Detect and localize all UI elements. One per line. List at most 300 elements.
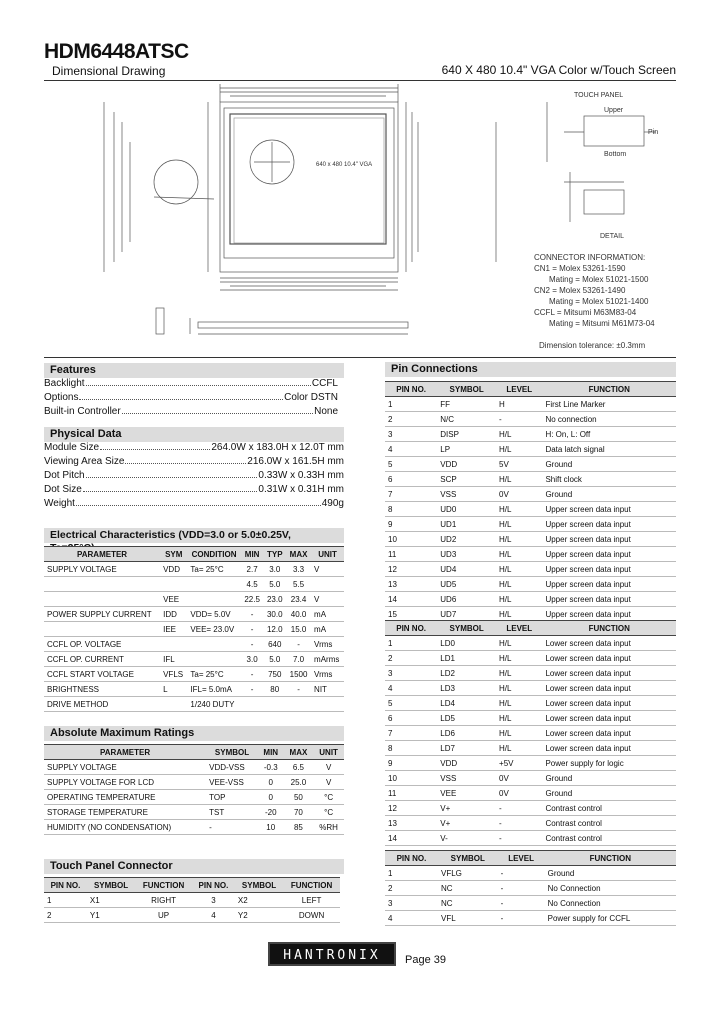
- table-cell: H/L: [496, 592, 542, 607]
- table-cell: IFL: [160, 652, 187, 667]
- table-row: [385, 911, 676, 926]
- table-cell: 0V: [496, 771, 542, 786]
- column-header: UNIT: [311, 547, 344, 562]
- table-cell: Upper screen data input: [542, 532, 676, 547]
- table-cell: V-: [437, 831, 496, 846]
- table-cell: X1: [87, 893, 135, 908]
- table-row: [385, 487, 676, 502]
- touch-table: [44, 877, 340, 923]
- column-header: PARAMETER: [44, 547, 160, 562]
- table-cell: Upper screen data input: [542, 502, 676, 517]
- table-cell: Lower screen data input: [542, 711, 676, 726]
- table-cell: VEE= 23.0V: [187, 622, 240, 637]
- table-cell: [311, 577, 344, 592]
- table-cell: 12: [385, 801, 437, 816]
- table-cell: Contrast control: [542, 831, 676, 846]
- pin-table-cn2: [385, 620, 676, 846]
- table-cell: 3.0: [263, 562, 286, 577]
- table-cell: 7: [385, 726, 437, 741]
- table-cell: -0.3: [258, 760, 284, 775]
- table-cell: UD3: [437, 547, 496, 562]
- table-cell: NIT: [311, 682, 344, 697]
- table-row: [385, 517, 676, 532]
- table-row: [385, 577, 676, 592]
- table-cell: -: [241, 622, 264, 637]
- table-cell: -: [241, 682, 264, 697]
- side-view: [198, 322, 408, 328]
- table-cell: +5V: [496, 756, 542, 771]
- column-header: MAX: [284, 745, 314, 760]
- table-cell: H/L: [496, 442, 542, 457]
- display-label: 640 x 480 10.4" VGA: [316, 162, 373, 168]
- table-cell: LD0: [437, 636, 496, 651]
- table-cell: [241, 697, 264, 712]
- table-cell: 4: [192, 908, 235, 923]
- table-cell: Lower screen data input: [542, 681, 676, 696]
- table-cell: [286, 697, 311, 712]
- table-row: [385, 696, 676, 711]
- table-cell: VEE-VSS: [206, 775, 258, 790]
- table-cell: 13: [385, 577, 437, 592]
- table-cell: V+: [437, 816, 496, 831]
- table-cell: VDD: [437, 457, 496, 472]
- table-cell: Lower screen data input: [542, 666, 676, 681]
- table-cell: -: [496, 801, 542, 816]
- table-cell: NC: [438, 881, 498, 896]
- table-cell: [311, 697, 344, 712]
- table-cell: IDD: [160, 607, 187, 622]
- table-cell: [44, 592, 160, 607]
- electrical-table: [44, 546, 344, 712]
- table-cell: Lower screen data input: [542, 696, 676, 711]
- table-header-row: [385, 382, 676, 397]
- table-cell: UD0: [437, 502, 496, 517]
- table-cell: 10: [385, 532, 437, 547]
- table-cell: 5.5: [286, 577, 311, 592]
- column-header: SYM: [160, 547, 187, 562]
- table-cell: POWER SUPPLY CURRENT: [44, 607, 160, 622]
- table-cell: 2: [385, 412, 437, 427]
- table-cell: UD4: [437, 562, 496, 577]
- table-row: [385, 756, 676, 771]
- table-cell: 6: [385, 711, 437, 726]
- table-cell: SUPPLY VOLTAGE: [44, 760, 206, 775]
- table-row: [385, 801, 676, 816]
- table-cell: Vrms: [311, 637, 344, 652]
- table-cell: 14: [385, 831, 437, 846]
- table-cell: UD5: [437, 577, 496, 592]
- table-cell: VDD: [160, 562, 187, 577]
- table-cell: NC: [438, 896, 498, 911]
- drawing-rule: [44, 357, 676, 358]
- table-cell: VSS: [437, 487, 496, 502]
- table-cell: V: [311, 562, 344, 577]
- table-cell: 4: [385, 911, 438, 926]
- table-cell: 12.0: [263, 622, 286, 637]
- table-cell: DOWN: [283, 908, 340, 923]
- table-row: [385, 726, 676, 741]
- table-cell: BRIGHTNESS: [44, 682, 160, 697]
- table-cell: 9: [385, 517, 437, 532]
- bottom-label: Bottom: [604, 151, 627, 158]
- table-cell: mArms: [311, 652, 344, 667]
- table-cell: SUPPLY VOLTAGE: [44, 562, 160, 577]
- table-cell: Lower screen data input: [542, 741, 676, 756]
- table-cell: -: [241, 637, 264, 652]
- table-cell: H/L: [496, 427, 542, 442]
- column-header: FUNCTION: [135, 878, 192, 893]
- table-cell: H/L: [496, 666, 542, 681]
- table-row: [385, 741, 676, 756]
- connector-info-title: CONNECTOR INFORMATION:: [534, 253, 646, 262]
- table-row: [385, 666, 676, 681]
- table-cell: VFL: [438, 911, 498, 926]
- column-header: FUNCTION: [545, 851, 676, 866]
- table-cell: FF: [437, 397, 496, 412]
- touch-panel-label: TOUCH PANEL: [574, 92, 624, 99]
- table-cell: LD7: [437, 741, 496, 756]
- table-row: [44, 790, 344, 805]
- table-cell: 15: [385, 607, 437, 622]
- pin-label: Pin: [648, 129, 659, 136]
- touch-panel-detail: [584, 116, 644, 146]
- table-cell: 1/240 DUTY: [187, 697, 240, 712]
- table-cell: 14: [385, 592, 437, 607]
- pins-heading: Pin Connections: [385, 362, 676, 377]
- table-row: [385, 562, 676, 577]
- touch-heading: Touch Panel Connector: [44, 859, 344, 874]
- table-cell: No Connection: [545, 896, 676, 911]
- connector-info-line: CN2 = Molex 53261-1490: [534, 286, 626, 295]
- column-header: UNIT: [313, 745, 344, 760]
- table-cell: [187, 637, 240, 652]
- table-cell: LD2: [437, 666, 496, 681]
- table-cell: Ta= 25°C: [187, 667, 240, 682]
- table-cell: 23.4: [286, 592, 311, 607]
- page-title: HDM6448ATSC: [44, 40, 189, 63]
- table-cell: 80: [263, 682, 286, 697]
- column-header: SYMBOL: [438, 851, 498, 866]
- column-header: FUNCTION: [542, 382, 676, 397]
- column-header: FUNCTION: [542, 621, 676, 636]
- column-header: PARAMETER: [44, 745, 206, 760]
- table-cell: 10: [258, 820, 284, 835]
- table-row: [44, 637, 344, 652]
- column-header: SYMBOL: [87, 878, 135, 893]
- table-row: [44, 667, 344, 682]
- table-cell: H/L: [496, 696, 542, 711]
- table-cell: Y2: [235, 908, 283, 923]
- table-cell: 5.0: [263, 652, 286, 667]
- hantronix-logo: HANTRONIX: [268, 942, 396, 966]
- table-cell: N/C: [437, 412, 496, 427]
- module-outline: [220, 102, 398, 272]
- table-cell: Ta= 25°C: [187, 562, 240, 577]
- table-cell: 40.0: [286, 607, 311, 622]
- table-cell: -: [496, 412, 542, 427]
- table-header-row: [44, 745, 344, 760]
- table-cell: VSS: [437, 771, 496, 786]
- table-cell: HUMIDITY (NO CONDENSATION): [44, 820, 206, 835]
- table-row: [44, 592, 344, 607]
- connector-info-line: CCFL = Mitsumi M63M83-04: [534, 308, 637, 317]
- table-cell: 10: [385, 771, 437, 786]
- table-cell: -: [286, 637, 311, 652]
- physical-row: Dot Pitch 0.33W x 0.33H mm: [44, 470, 344, 481]
- column-header: FUNCTION: [283, 878, 340, 893]
- table-cell: H/L: [496, 651, 542, 666]
- table-cell: UD2: [437, 532, 496, 547]
- table-cell: Contrast control: [542, 816, 676, 831]
- table-cell: Upper screen data input: [542, 577, 676, 592]
- table-cell: VFLS: [160, 667, 187, 682]
- table-row: [385, 457, 676, 472]
- table-cell: -: [498, 866, 545, 881]
- feature-row: Options Color DSTN: [44, 392, 338, 403]
- table-cell: 13: [385, 816, 437, 831]
- table-cell: No Connection: [545, 881, 676, 896]
- connector-info-line: Mating = Molex 51021-1400: [549, 297, 649, 306]
- table-cell: TOP: [206, 790, 258, 805]
- table-cell: %RH: [313, 820, 344, 835]
- table-cell: 1: [385, 397, 437, 412]
- table-cell: H/L: [496, 532, 542, 547]
- table-cell: -: [286, 682, 311, 697]
- table-cell: Upper screen data input: [542, 547, 676, 562]
- physical-row: Weight 490g: [44, 498, 344, 509]
- connector-info-line: CN1 = Molex 53261-1590: [534, 264, 626, 273]
- table-row: [44, 577, 344, 592]
- table-row: [44, 893, 340, 908]
- table-cell: V: [313, 760, 344, 775]
- table-cell: -: [241, 607, 264, 622]
- table-cell: 85: [284, 820, 314, 835]
- table-cell: DRIVE METHOD: [44, 697, 160, 712]
- pin-table-ccfl: [385, 850, 676, 926]
- table-row: [385, 412, 676, 427]
- table-cell: 1500: [286, 667, 311, 682]
- table-cell: 30.0: [263, 607, 286, 622]
- connector-info-line: Mating = Mitsumi M61M73-04: [549, 319, 655, 328]
- table-cell: VFLG: [438, 866, 498, 881]
- column-header: PIN NO.: [192, 878, 235, 893]
- table-cell: -: [206, 820, 258, 835]
- table-cell: -: [498, 896, 545, 911]
- table-cell: 1: [385, 866, 438, 881]
- table-row: [385, 831, 676, 846]
- pin-table-cn1: [385, 381, 676, 622]
- table-row: [385, 636, 676, 651]
- table-row: [44, 622, 344, 637]
- physical-row: Dot Size 0.31W x 0.31H mm: [44, 484, 344, 495]
- table-row: [385, 866, 676, 881]
- physical-heading: Physical Data: [44, 427, 344, 442]
- table-cell: X2: [235, 893, 283, 908]
- table-cell: 11: [385, 547, 437, 562]
- table-row: [385, 532, 676, 547]
- table-cell: [187, 592, 240, 607]
- table-header-row: [385, 851, 676, 866]
- table-cell: LD3: [437, 681, 496, 696]
- table-cell: UD6: [437, 592, 496, 607]
- column-header: PIN NO.: [385, 851, 438, 866]
- table-cell: LD1: [437, 651, 496, 666]
- features-heading: Features: [44, 363, 344, 378]
- table-cell: CCFL OP. VOLTAGE: [44, 637, 160, 652]
- table-cell: [160, 577, 187, 592]
- table-cell: CCFL OP. CURRENT: [44, 652, 160, 667]
- table-cell: H: [496, 397, 542, 412]
- table-cell: UD1: [437, 517, 496, 532]
- table-row: [385, 881, 676, 896]
- table-cell: Ground: [542, 487, 676, 502]
- column-header: TYP: [263, 547, 286, 562]
- table-cell: °C: [313, 790, 344, 805]
- table-cell: [187, 652, 240, 667]
- table-cell: DISP: [437, 427, 496, 442]
- table-cell: Ground: [542, 786, 676, 801]
- table-cell: 0: [258, 790, 284, 805]
- table-row: [385, 547, 676, 562]
- table-cell: 2.7: [241, 562, 264, 577]
- table-cell: V: [311, 592, 344, 607]
- table-cell: 4.5: [241, 577, 264, 592]
- table-cell: UP: [135, 908, 192, 923]
- feature-row: Built-in Controller None: [44, 406, 338, 417]
- upper-label: Upper: [604, 107, 624, 114]
- column-header: LEVEL: [496, 621, 542, 636]
- table-header-row: [44, 547, 344, 562]
- table-cell: VEE: [160, 592, 187, 607]
- table-header-row: [44, 878, 340, 893]
- table-cell: 5: [385, 457, 437, 472]
- absolute-heading: Absolute Maximum Ratings: [44, 726, 344, 741]
- table-cell: 2: [44, 908, 87, 923]
- table-cell: STORAGE TEMPERATURE: [44, 805, 206, 820]
- table-cell: IEE: [160, 622, 187, 637]
- table-cell: CCFL START VOLTAGE: [44, 667, 160, 682]
- table-cell: Power supply for CCFL: [545, 911, 676, 926]
- table-cell: H/L: [496, 607, 542, 622]
- electrical-heading: Electrical Characteristics (VDD=3.0 or 5.0±0.25V,: [44, 528, 344, 543]
- table-cell: -: [498, 911, 545, 926]
- table-cell: 1: [44, 893, 87, 908]
- column-header: PIN NO.: [385, 621, 437, 636]
- table-cell: Ground: [542, 457, 676, 472]
- feature-row: Backlight CCFL: [44, 378, 338, 389]
- table-cell: 25.0: [284, 775, 314, 790]
- table-row: [44, 760, 344, 775]
- table-cell: Upper screen data input: [542, 562, 676, 577]
- table-row: [385, 771, 676, 786]
- table-cell: TST: [206, 805, 258, 820]
- table-row: [44, 682, 344, 697]
- table-row: [385, 651, 676, 666]
- table-cell: 0V: [496, 786, 542, 801]
- table-row: [385, 427, 676, 442]
- table-row: [385, 397, 676, 412]
- table-cell: [263, 697, 286, 712]
- column-header: SYMBOL: [206, 745, 258, 760]
- table-cell: mA: [311, 622, 344, 637]
- table-cell: mA: [311, 607, 344, 622]
- table-row: [385, 472, 676, 487]
- table-cell: H/L: [496, 681, 542, 696]
- table-cell: No connection: [542, 412, 676, 427]
- table-cell: 3: [385, 666, 437, 681]
- table-row: [385, 896, 676, 911]
- table-cell: H/L: [496, 711, 542, 726]
- table-cell: UD7: [437, 607, 496, 622]
- table-cell: VDD= 5.0V: [187, 607, 240, 622]
- table-cell: First Line Marker: [542, 397, 676, 412]
- table-cell: Shift clock: [542, 472, 676, 487]
- table-cell: VDD-VSS: [206, 760, 258, 775]
- table-cell: Upper screen data input: [542, 517, 676, 532]
- product-description: 640 X 480 10.4" VGA Color w/Touch Screen: [441, 63, 676, 77]
- table-cell: 640: [263, 637, 286, 652]
- table-cell: 3: [192, 893, 235, 908]
- column-header: MIN: [258, 745, 284, 760]
- column-header: SYMBOL: [437, 382, 496, 397]
- table-cell: 2: [385, 881, 438, 896]
- column-header: PIN NO.: [385, 382, 437, 397]
- table-cell: H/L: [496, 562, 542, 577]
- table-cell: 750: [263, 667, 286, 682]
- table-cell: H/L: [496, 547, 542, 562]
- table-cell: 5.0: [263, 577, 286, 592]
- absolute-table: [44, 744, 344, 835]
- table-cell: SCP: [437, 472, 496, 487]
- table-cell: Y1: [87, 908, 135, 923]
- table-row: [385, 786, 676, 801]
- table-cell: OPERATING TEMPERATURE: [44, 790, 206, 805]
- table-cell: L: [160, 682, 187, 697]
- table-cell: -: [496, 831, 542, 846]
- table-cell: H/L: [496, 502, 542, 517]
- viewing-area: [230, 114, 386, 244]
- table-row: [385, 442, 676, 457]
- table-cell: H: On, L: Off: [542, 427, 676, 442]
- table-cell: 1: [385, 636, 437, 651]
- column-header: CONDITION: [187, 547, 240, 562]
- table-cell: 12: [385, 562, 437, 577]
- table-cell: Lower screen data input: [542, 636, 676, 651]
- table-cell: 0: [258, 775, 284, 790]
- table-cell: 3: [385, 896, 438, 911]
- table-row: [44, 775, 344, 790]
- table-cell: °C: [313, 805, 344, 820]
- table-cell: [44, 577, 160, 592]
- section-subtitle: Dimensional Drawing: [52, 64, 166, 78]
- table-cell: Power supply for logic: [542, 756, 676, 771]
- table-row: [385, 711, 676, 726]
- table-cell: Upper screen data input: [542, 592, 676, 607]
- table-cell: 7: [385, 487, 437, 502]
- table-cell: LP: [437, 442, 496, 457]
- column-header: SYMBOL: [235, 878, 283, 893]
- detail-label: DETAIL: [600, 233, 624, 240]
- table-cell: Lower screen data input: [542, 651, 676, 666]
- table-row: [44, 607, 344, 622]
- table-row: [385, 592, 676, 607]
- dimensional-drawing: [44, 82, 680, 357]
- physical-row: Viewing Area Size 216.0W x 161.5H mm: [44, 456, 344, 467]
- table-cell: LD5: [437, 711, 496, 726]
- table-cell: 2: [385, 651, 437, 666]
- table-cell: VDD: [437, 756, 496, 771]
- table-cell: SUPPLY VOLTAGE FOR LCD: [44, 775, 206, 790]
